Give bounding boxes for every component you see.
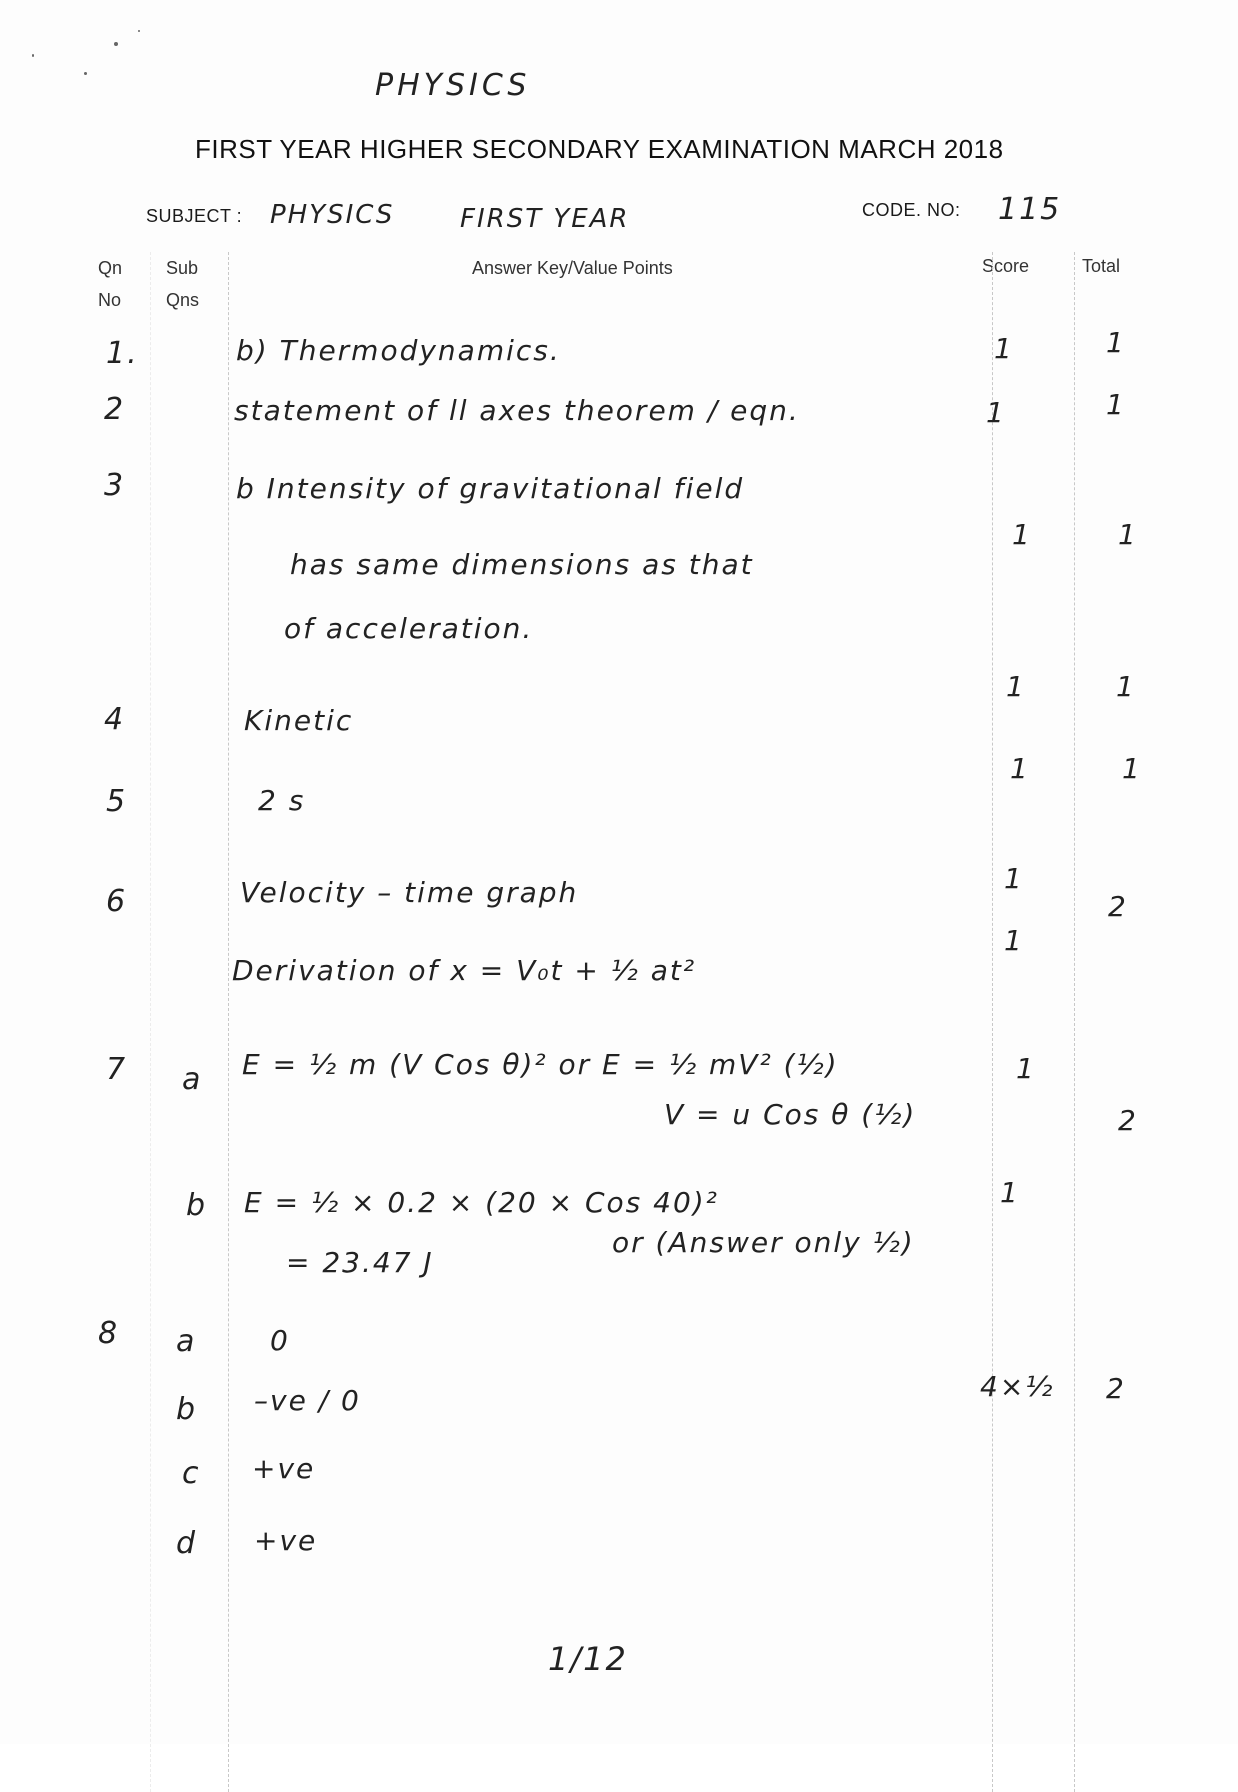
total-value: 1 bbox=[1106, 326, 1126, 359]
answer-text: b) Thermodynamics. bbox=[236, 334, 561, 367]
exam-title: FIRST YEAR HIGHER SECONDARY EXAMINATION MARCH 2018 bbox=[195, 134, 1004, 164]
year-value: FIRST YEAR bbox=[460, 204, 630, 234]
scan-speck bbox=[32, 54, 34, 57]
subject-value: PHYSICS bbox=[270, 200, 395, 230]
code-value: 115 bbox=[998, 192, 1062, 227]
sub-question-label: a bbox=[176, 1324, 197, 1359]
page-number: 1/12 bbox=[548, 1640, 628, 1678]
column-divider bbox=[992, 252, 993, 1792]
column-header-score: Score bbox=[982, 256, 1030, 276]
answer-text: +ve bbox=[252, 1452, 316, 1485]
score-value: 1 bbox=[1004, 862, 1024, 895]
document-title: PHYSICS bbox=[375, 68, 531, 103]
sub-question-label: d bbox=[176, 1526, 198, 1561]
score-value: 4×½ bbox=[980, 1370, 1055, 1403]
column-header-no: No bbox=[98, 290, 122, 310]
question-number: 8 bbox=[98, 1316, 120, 1351]
column-header-qn: Qn bbox=[98, 258, 123, 278]
answer-line: Velocity – time graph bbox=[240, 876, 579, 909]
column-divider bbox=[1074, 252, 1075, 1792]
answer-text: Kinetic bbox=[244, 704, 354, 737]
total-value: 1 bbox=[1106, 388, 1126, 421]
column-header-answer-key: Answer Key/Value Points bbox=[472, 258, 673, 278]
column-divider bbox=[150, 252, 151, 1792]
answer-text: statement of ll axes theorem / eqn. bbox=[234, 394, 800, 427]
column-header-sub: Sub bbox=[166, 258, 199, 278]
answer-line: of acceleration. bbox=[284, 612, 534, 645]
scan-speck bbox=[84, 72, 87, 75]
total-value: 2 bbox=[1108, 890, 1128, 923]
answer-line: E = ½ × 0.2 × (20 × Cos 40)² bbox=[244, 1186, 719, 1219]
score-value: 1 bbox=[1012, 518, 1032, 551]
score-value: 1 bbox=[1004, 924, 1024, 957]
sub-question-label: c bbox=[182, 1456, 201, 1491]
answer-line: E = ½ m (V Cos θ)² or E = ½ mV² (½) bbox=[242, 1048, 839, 1081]
answer-line: has same dimensions as that bbox=[290, 548, 754, 581]
question-number: 5 bbox=[106, 784, 128, 819]
sub-question-label: a bbox=[182, 1062, 203, 1097]
answer-line: or (Answer only ½) bbox=[612, 1226, 915, 1259]
score-value: 1 bbox=[994, 332, 1014, 365]
total-value: 2 bbox=[1118, 1104, 1138, 1137]
question-number: 7 bbox=[106, 1052, 128, 1087]
answer-text: +ve bbox=[254, 1524, 318, 1557]
score-value: 1 bbox=[986, 396, 1006, 429]
scan-speck bbox=[114, 42, 118, 46]
answer-line: b Intensity of gravitational field bbox=[236, 472, 745, 505]
total-value: 1 bbox=[1118, 518, 1138, 551]
answer-text: 2 s bbox=[258, 784, 306, 817]
question-number: 1. bbox=[106, 336, 139, 371]
question-number: 3 bbox=[104, 468, 126, 503]
question-number: 4 bbox=[104, 702, 126, 737]
sub-question-label: b bbox=[176, 1392, 198, 1427]
total-value: 2 bbox=[1106, 1372, 1126, 1405]
score-value: 1 bbox=[1016, 1052, 1036, 1085]
column-header-qns: Qns bbox=[166, 290, 200, 310]
score-value: 1 bbox=[1010, 752, 1030, 785]
subject-label: SUBJECT : bbox=[146, 206, 243, 226]
score-value: 1 bbox=[1000, 1176, 1020, 1209]
code-label: CODE. NO: bbox=[862, 200, 961, 220]
answer-line: = 23.47 J bbox=[286, 1246, 434, 1279]
answer-line: V = u Cos θ (½) bbox=[664, 1098, 917, 1131]
score-value: 1 bbox=[1006, 670, 1026, 703]
answer-text: –ve / 0 bbox=[254, 1384, 361, 1417]
total-value: 1 bbox=[1122, 752, 1142, 785]
sub-question-label: b bbox=[186, 1188, 208, 1223]
column-header-total: Total bbox=[1082, 256, 1121, 276]
question-number: 2 bbox=[104, 392, 126, 427]
answer-line: Derivation of x = V₀t + ½ at² bbox=[232, 954, 697, 987]
answer-text: 0 bbox=[270, 1324, 290, 1357]
question-number: 6 bbox=[106, 884, 128, 919]
total-value: 1 bbox=[1116, 670, 1136, 703]
scan-speck bbox=[138, 30, 140, 32]
column-divider bbox=[228, 252, 229, 1792]
